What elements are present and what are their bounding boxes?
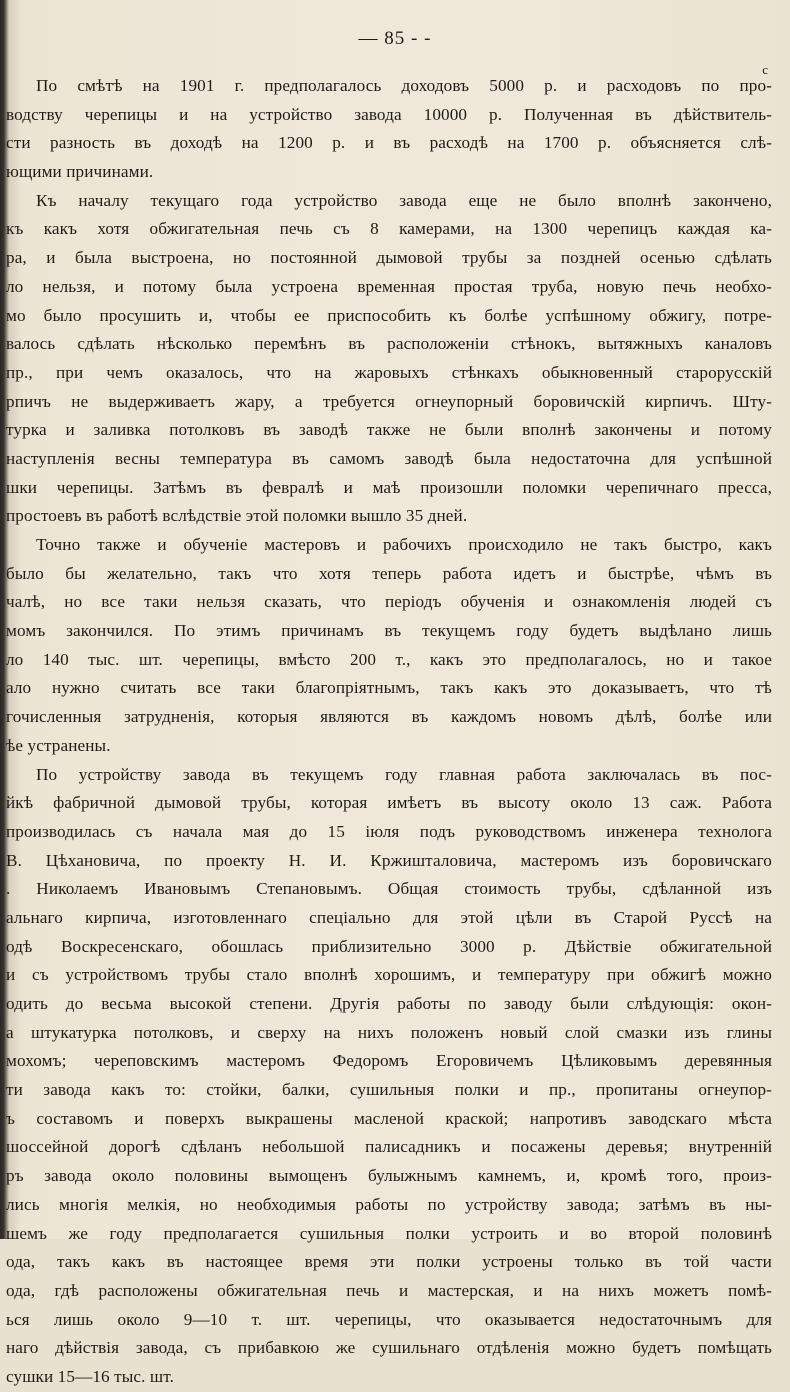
text-line: производилась съ начала мая до 15 іюля подъ руководствомъ инженера технолога [6, 821, 772, 841]
text-line: Точно также и обученіе мастеровъ и рабочихъ происходило не такъ быстро, какъ [36, 535, 772, 554]
text-line: ра, и была выстроена, но постоянной дымовой трубы за поздней осенью сдѣлать [6, 248, 772, 268]
text-line: ти завода какъ то: стойки, балки, сушильныя полки и пр., пропитаны огнеупор- [6, 1080, 772, 1100]
text-line: рпичъ не выдерживаетъ жару, а требуется огнеупорный боровичскій кирпичъ. Шту- [6, 391, 772, 411]
text-line: ющими причинами. [6, 162, 154, 182]
text-line: ѣе устранены. [6, 735, 111, 755]
text-line: пр., при чемъ оказалось, что на жаровыхъ стѣнкахъ обыкновенный старорусскій [6, 362, 772, 382]
text-line: ода, такъ какъ въ настоящее время эти полки устроены только въ той части [6, 1252, 772, 1272]
text-line: альнаго кирпича, изготовленнаго спеціально для этой цѣли въ Старой Руссѣ на [6, 907, 772, 927]
text-line: ода, гдѣ расположены обжигательная печь и мастерская, и на нихъ можетъ помѣ- [6, 1280, 772, 1300]
text-line: одить до весьма высокой степени. Другія работы по заводу были слѣдующія: окон- [6, 994, 772, 1013]
text-line: а штукатурка потолковъ, и сверху на нихъ положенъ новый слой смазки изъ глины [6, 1022, 772, 1042]
text-line: Къ началу текущаго года устройство завода еще не было вполнѣ закончено, [36, 190, 772, 210]
text-line: и съ устройствомъ трубы стало вполнѣ хорошимъ, и температуру при обжигѣ можно [6, 965, 772, 985]
text-line: простоевъ въ работѣ вслѣдствіе этой поломки вышло 35 дней. [6, 506, 468, 526]
text-line: ъ составомъ и поверхъ выкрашены масленой краской; напротивъ заводскаго мѣста [6, 1108, 772, 1128]
body-text [0, 72, 790, 1392]
text-line: мохомъ; череповскимъ мастеромъ Федоромъ Егоровичемъ Цѣликовымъ деревянныя [6, 1051, 772, 1071]
text-line: къ какъ хотя обжигательная печь съ 8 камерами, на 1300 черепицъ каждая ка- [6, 219, 772, 239]
text-line: гочисленныя затрудненія, которыя являются въ каждомъ новомъ дѣлѣ, болѣе или [6, 707, 772, 727]
text-line: ься лишь около 9—10 т. шт. черепицы, что оказывается недостаточнымъ для [6, 1309, 772, 1329]
text-line: По смѣтѣ на 1901 г. предполагалось доходовъ 5000 р. и расходовъ по про- [36, 76, 772, 95]
corner-mark: с [762, 62, 768, 77]
page-number: — 85 - - [358, 28, 432, 49]
text-line: валось сдѣлать нѣсколько перемѣнъ въ расположеніи стѣнокъ, вытяжныхъ каналовъ [6, 334, 772, 354]
text-line: наго дѣйствія завода, съ прибавкою же сушильнаго отдѣленія можно будетъ помѣщать [6, 1338, 772, 1358]
text-line: В. Цѣхановича, по проекту Н. И. Кржишталовича, мастеромъ изъ боровичскаго [6, 850, 772, 870]
text-line: чалѣ, но все таки нельзя сказать, что періодъ обученія и ознакомленія людей съ [6, 592, 772, 612]
text-line: шоссейной дорогѣ сдѣланъ небольшой палисадникъ и посажены деревья; внутренній [6, 1137, 772, 1157]
text-line: турка и заливка потолковъ въ заводѣ также не были вполнѣ закончены и потому [6, 420, 772, 440]
text-line: мо было просушить и, чтобы ее приспособить къ болѣе успѣшному обжигу, потре- [6, 305, 772, 325]
text-line: . Николаемъ Ивановымъ Степановымъ. Общая стоимость трубы, сдѣланной изъ [6, 879, 772, 899]
text-line: водству черепицы и на устройство завода 10000 р. Полученная въ дѣйствитель- [6, 104, 772, 124]
text-line: ръ завода около половины вымощенъ булыжнымъ камнемъ, и, кромѣ того, произ- [6, 1166, 772, 1186]
text-line: лись многія мелкія, но необходимыя работы по устройству завода; затѣмъ въ ны- [6, 1194, 772, 1214]
text-line: ло нельзя, и потому была устроена временная простая труба, новую печь необхо- [6, 276, 772, 296]
text-line: ло 140 тыс. шт. черепицы, вмѣсто 200 т., какъ это предполагалось, но и такое [6, 649, 772, 669]
text-line: шки черепицы. Затѣмъ въ февралѣ и маѣ произошли поломки черепичнаго пресса, [6, 477, 772, 497]
text-line: момъ закончился. По этимъ причинамъ въ текущемъ году будетъ выдѣлано лишь [6, 621, 772, 641]
text-line: наступленія весны температура въ самомъ заводѣ была недостаточна для успѣшной [6, 448, 772, 468]
text-line: йкѣ фабричной дымовой трубы, которая имѣетъ въ высоту около 13 саж. Работа [6, 793, 772, 813]
text-line: шемъ же году предполагается сушильныя полки устроить и во второй половинѣ [6, 1223, 772, 1243]
text-line: сти разность въ доходѣ на 1200 р. и въ расходѣ на 1700 р. объясняется слѣ- [6, 133, 772, 153]
text-line: одѣ Воскресенскаго, обошлась приблизительно 3000 р. Дѣйствіе обжигательной [6, 936, 772, 956]
text-line: было бы желательно, такъ что хотя теперь работа идетъ и быстрѣе, чѣмъ въ [6, 563, 772, 583]
text-line: ало нужно считать все таки благопріятнымъ, такъ какъ это доказываетъ, что тѣ [6, 678, 772, 698]
text-line: По устройству завода въ текущемъ году главная работа заключалась въ пос- [36, 764, 772, 784]
text-line: сушки 15—16 тыс. шт. [6, 1366, 174, 1386]
